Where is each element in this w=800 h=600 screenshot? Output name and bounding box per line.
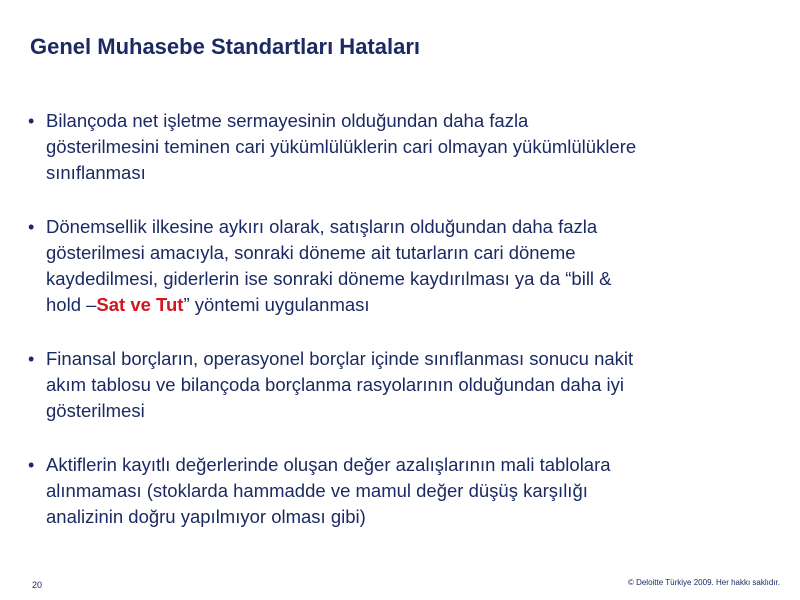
bullet-line: gösterilmesi [46, 400, 145, 421]
bullet-dot-icon: • [28, 217, 35, 237]
bullet-item [26, 346, 766, 424]
bullet-line: Aktiflerin kayıtlı değerlerinde oluşan değer azalışlarının mali tablolara [46, 454, 611, 475]
bullet-line: Finansal borçların, operasyonel borçlar içinde sınıflanması sonucu nakit [46, 348, 634, 369]
slide-title: Genel Muhasebe Standartları Hataları [30, 34, 421, 59]
bullet-dot-icon: • [28, 111, 35, 131]
copyright-notice: © Deloitte Türkiye 2009. Her hakkı saklıdır. [627, 578, 780, 587]
bullet-line-prefix: hold – [46, 294, 97, 315]
bullet-line: Dönemsellik ilkesine aykırı olarak, satışların olduğundan daha fazla [46, 216, 598, 237]
bullet-line: kaydedilmesi, giderlerin ise sonraki döneme kaydırılması ya da “bill & [46, 268, 612, 289]
bullet-line-mixed [46, 292, 766, 318]
bullet-list [26, 108, 766, 558]
bullet-line: gösterilmesi amacıyla, sonraki döneme ait tutarların cari döneme [46, 242, 576, 263]
bullet-line: akım tablosu ve bilançoda borçlanma rasyolarının olduğundan daha iyi [46, 374, 624, 395]
bullet-line-suffix: ” yöntemi uygulanması [183, 294, 370, 315]
bullet-item [26, 214, 766, 318]
bullet-line: Bilançoda net işletme sermayesinin olduğundan daha fazla [46, 110, 529, 131]
bullet-line: analizinin doğru yapılmıyor olması gibi) [46, 506, 366, 527]
bullet-dot-icon: • [28, 455, 35, 475]
bullet-item [26, 108, 766, 186]
bullet-dot-icon: • [28, 349, 35, 369]
highlighted-term: Sat ve Tut [96, 294, 184, 315]
bullet-line: sınıflanması [46, 162, 146, 183]
bullet-line: alınmaması (stoklarda hammadde ve mamul değer düşüş karşılığı [46, 480, 588, 501]
page-number: 20 [32, 580, 43, 590]
bullet-item [26, 452, 766, 530]
bullet-line: gösterilmesini teminen cari yükümlülüklerin cari olmayan yükümlülüklere [46, 136, 637, 157]
